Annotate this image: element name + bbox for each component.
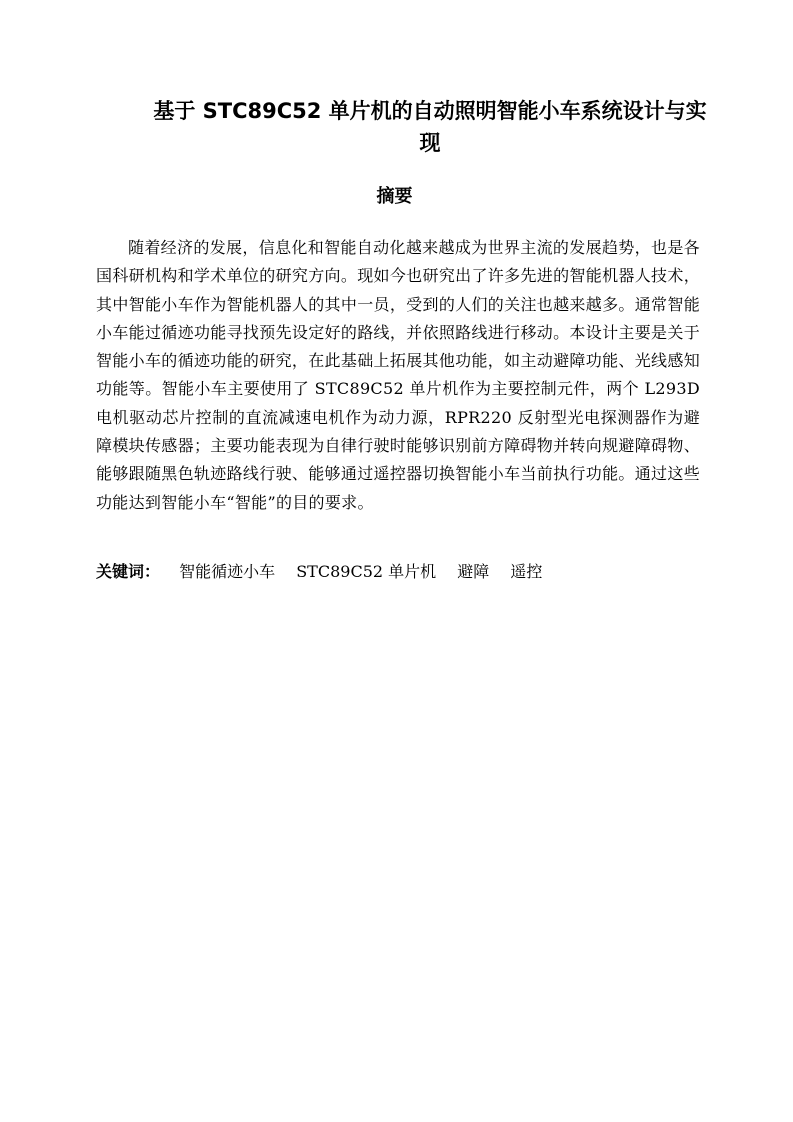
abstract-heading <box>0 184 793 210</box>
keyword-item: STC89C52 单片机 <box>296 562 437 581</box>
keyword-item: 避障 <box>457 562 490 581</box>
keywords-line <box>96 558 700 586</box>
abstract-body: 随着经济的发展，信息化和智能自动化越来越成为世界主流的发展趋势，也是各国科研机构和学术单位的研究方向。现如今也研究出了许多先进的智能机器人技术，其中智能小车作为智能机器人的其中一员，受到的人们的关注也越来越多。通常智能小车能过循迹功能寻找预先设定好的路线，并依照路线进行移动。本设计主要是关于智能小车的循迹功能的研究，在此基础上拓展其他功能，如主动避障功能、光线感知功能等。智能小车主要使用了 STC89C52 单片机作为主要控制元件，两个 L293D 电机驱动芯片控制的直流减速电机作为动力源，RPR220 反射型光电探测器作为避障模块传感器；主要功能表现为自律行驶时能够识别前方障碍物并转向规避障碍物、能够跟随黑色轨迹路线行驶、能够通过遥控器切换智能小车当前执行功能。通过这些功能达到智能小车“智能”的目的要求。 <box>96 238 700 512</box>
abstract-heading-text: 摘要 <box>376 186 413 207</box>
keyword-item: 智能循迹小车 <box>179 562 276 581</box>
keyword-item: 遥控 <box>510 562 543 581</box>
keywords-label: 关键词： <box>96 562 161 581</box>
document-title: 基于 STC89C52 单片机的自动照明智能小车系统设计与实现 <box>153 99 707 155</box>
